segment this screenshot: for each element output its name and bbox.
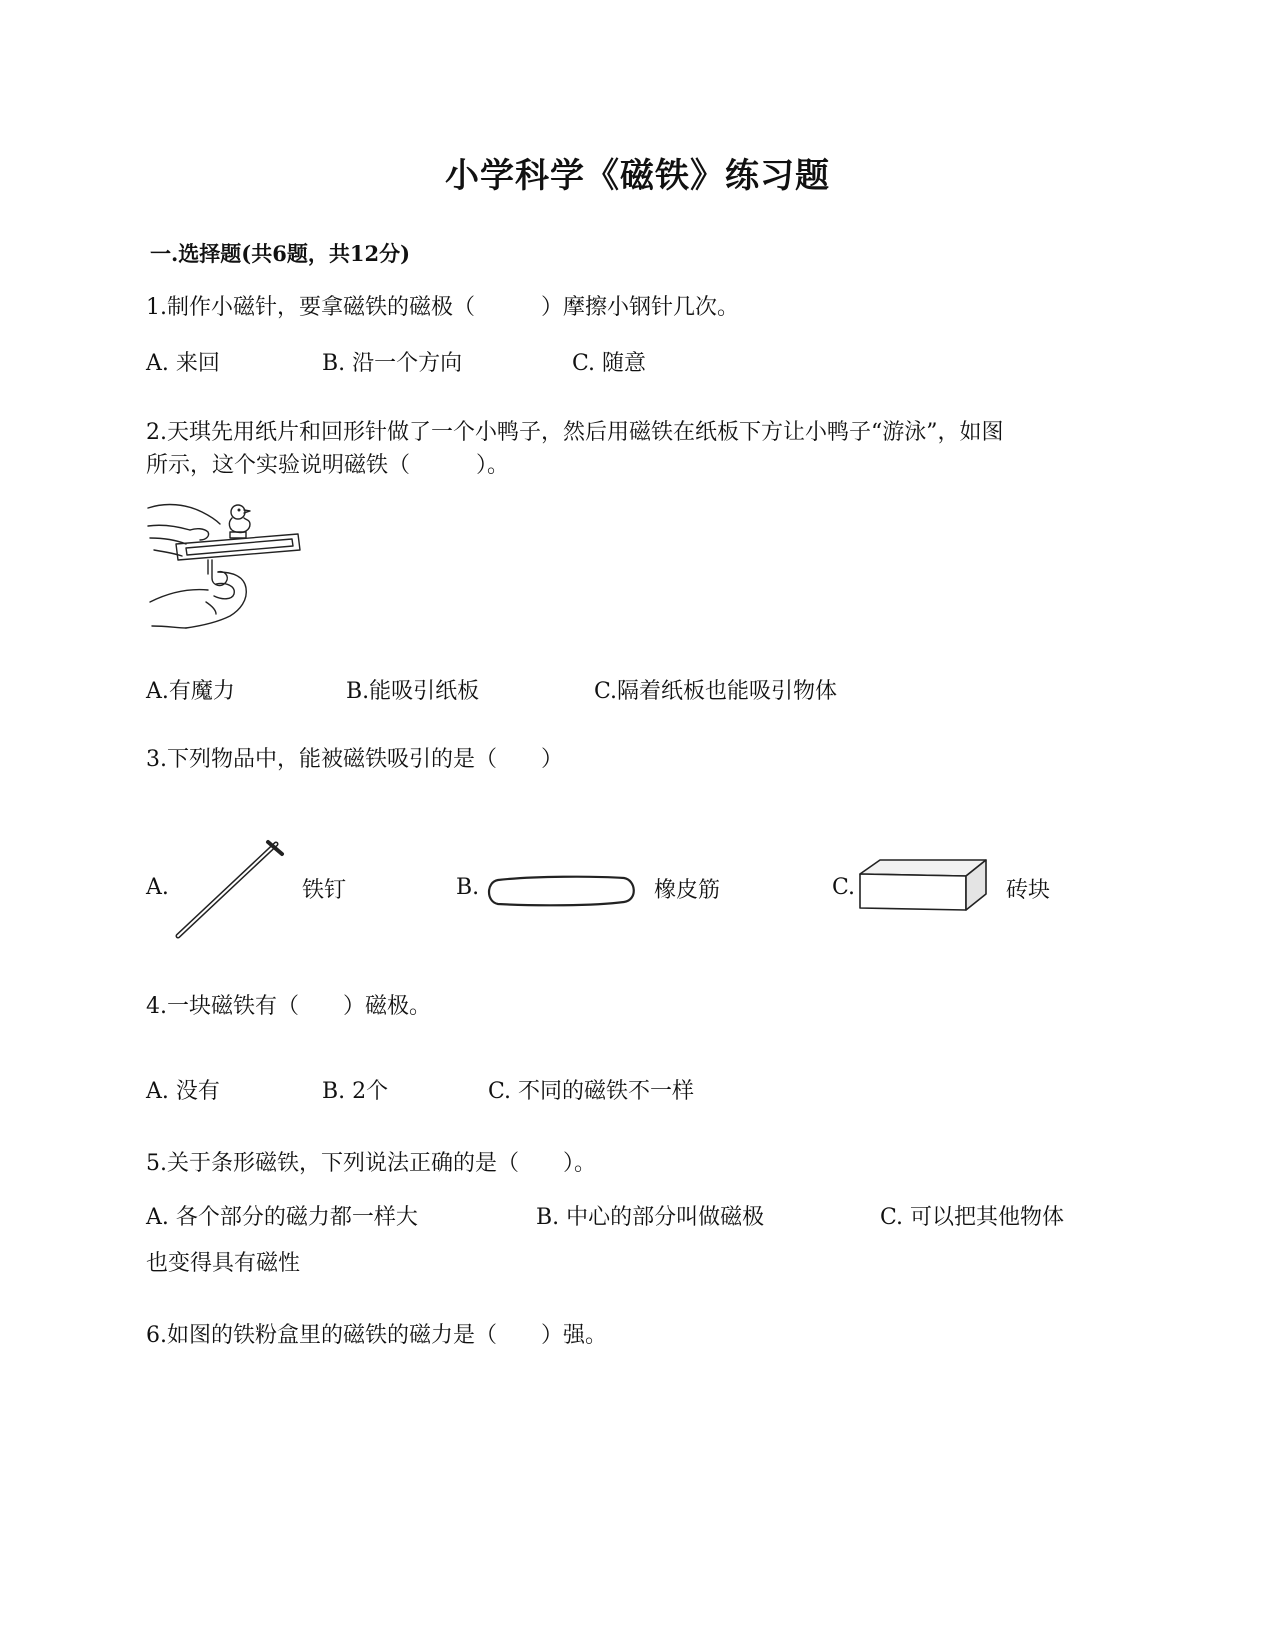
question-1-option-a[interactable]: A. 来回: [146, 351, 220, 376]
question-4-option-b[interactable]: B. 2个: [322, 1079, 389, 1104]
question-3-option-a-label: 铁钉: [302, 878, 347, 903]
question-3-option-c-label: 砖块: [1006, 878, 1051, 903]
question-1-option-b[interactable]: B. 沿一个方向: [322, 351, 463, 376]
question-5-option-b[interactable]: B. 中心的部分叫做磁极: [536, 1205, 765, 1230]
question-4-option-a[interactable]: A. 没有: [146, 1079, 220, 1104]
brick-image: [856, 856, 990, 914]
question-2-stem-line2: 所示，这个实验说明磁铁（ ）。: [146, 453, 510, 478]
question-2-option-b[interactable]: B.能吸引纸板: [346, 679, 480, 704]
question-5-option-c-continuation: 也变得具有磁性: [146, 1251, 301, 1276]
question-4-stem: 4.一块磁铁有（ ）磁极。: [146, 994, 431, 1019]
iron-nail-image: [170, 834, 290, 944]
question-5-option-a[interactable]: A. 各个部分的磁力都一样大: [146, 1205, 418, 1230]
rubber-band-image: [484, 872, 640, 910]
question-2-stem-line1: 2.天琪先用纸片和回形针做了一个小鸭子，然后用磁铁在纸板下方让小鸭子“游泳”，如图: [146, 420, 1004, 445]
page-title: 小学科学《磁铁》练习题: [445, 156, 830, 196]
question-2-option-a[interactable]: A.有魔力: [146, 679, 235, 704]
question-3-option-a-letter[interactable]: A.: [146, 875, 169, 900]
question-3-option-c-letter[interactable]: C.: [832, 875, 856, 900]
question-3-option-b-letter[interactable]: B.: [456, 875, 480, 900]
question-3-stem: 3.下列物品中，能被磁铁吸引的是（ ）: [146, 747, 563, 772]
question-1-stem: 1.制作小磁针，要拿磁铁的磁极（ ）摩擦小钢针几次。: [146, 295, 739, 320]
question-3-option-b-label: 橡皮筋: [654, 878, 721, 903]
duck-experiment-illustration: [146, 498, 306, 638]
question-5-option-c[interactable]: C. 可以把其他物体: [880, 1205, 1065, 1230]
question-1-option-c[interactable]: C. 随意: [572, 351, 647, 376]
question-2-option-c[interactable]: C.隔着纸板也能吸引物体: [594, 679, 838, 704]
question-5-stem: 5.关于条形磁铁，下列说法正确的是（ ）。: [146, 1151, 596, 1176]
section-heading: 一.选择题(共6题，共12分): [150, 241, 411, 266]
question-6-stem: 6.如图的铁粉盒里的磁铁的磁力是（ ）强。: [146, 1323, 607, 1348]
question-4-option-c[interactable]: C. 不同的磁铁不一样: [488, 1079, 695, 1104]
